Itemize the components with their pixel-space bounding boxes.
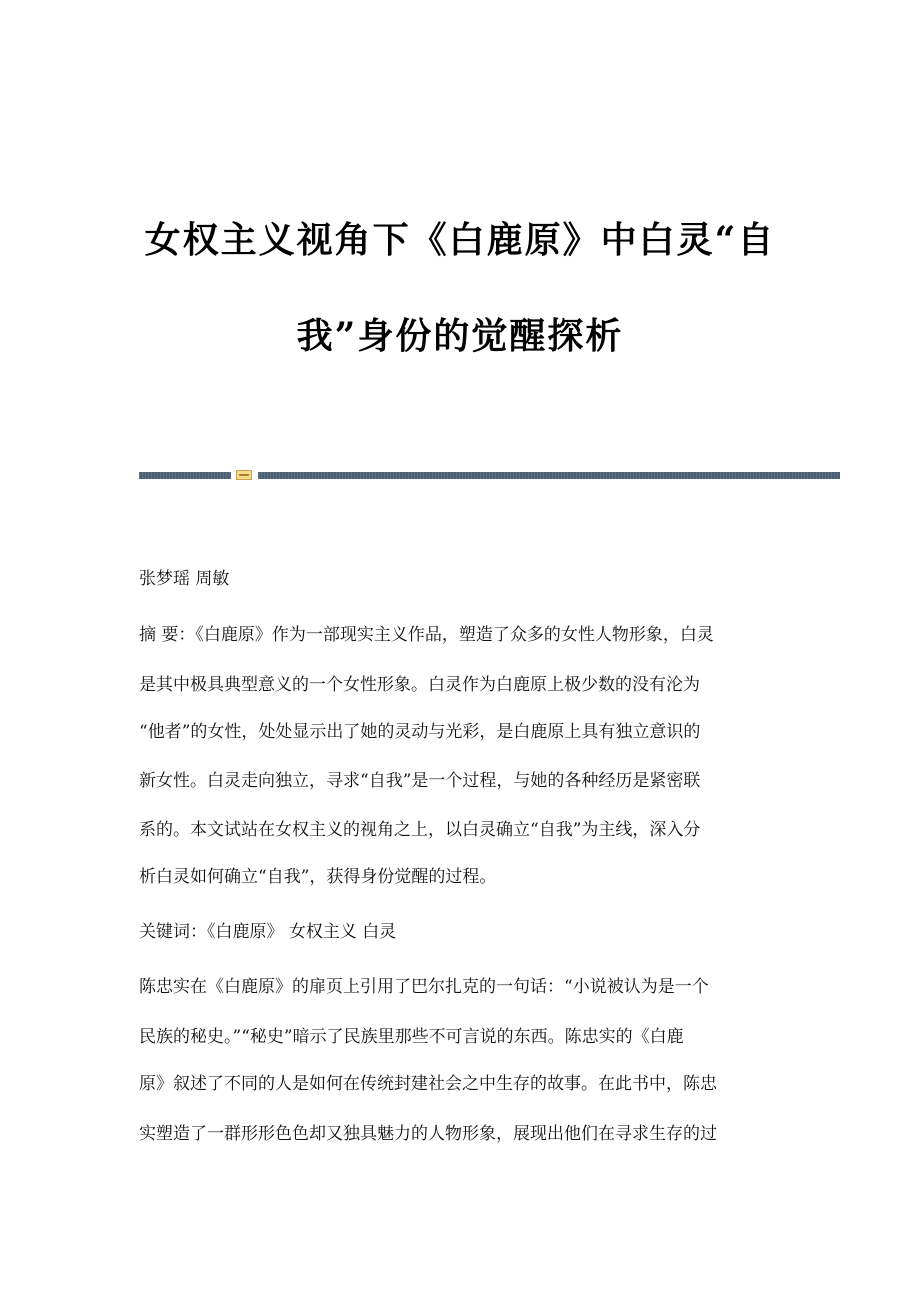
title-divider (139, 470, 840, 480)
abstract-line: 新女性。白灵走向独立，寻求“自我”是一个过程，与她的各种经历是紧密联 (139, 771, 701, 791)
divider-bar-right (258, 472, 840, 479)
body-line: 民族的秘史。”“秘史”暗示了民族里那些不可言说的东西。陈忠实的《白鹿 (139, 1027, 684, 1047)
abstract-line: 析白灵如何确立“自我”，获得身份觉醒的过程。 (139, 867, 497, 887)
authors: 张梦瑶 周敏 (139, 569, 230, 589)
abstract-line: 是其中极具典型意义的一个女性形象。白灵作为白鹿原上极少数的没有沦为 (139, 675, 700, 695)
abstract-line: 系的。本文试站在女权主义的视角之上，以白灵确立“自我”为主线，深入分 (139, 820, 701, 840)
title-line-1: 女权主义视角下《白鹿原》中白灵“自 (144, 219, 776, 261)
body-line: 陈忠实在《白鹿原》的扉页上引用了巴尔扎克的一句话：“小说被认为是一个 (139, 977, 709, 997)
body-line: 实塑造了一群形形色色却又独具魅力的人物形象，展现出他们在寻求生存的过 (139, 1124, 717, 1144)
divider-ornament-icon (236, 470, 252, 480)
abstract-line: “他者”的女性，处处显示出了她的灵动与光彩，是白鹿原上具有独立意识的 (139, 722, 701, 742)
body-line: 原》叙述了不同的人是如何在传统封建社会之中生存的故事。在此书中，陈忠 (139, 1074, 717, 1094)
abstract-line: 摘 要：《白鹿原》作为一部现实主义作品，塑造了众多的女性人物形象，白灵 (139, 625, 714, 645)
keywords: 关键词：《白鹿原》 女权主义 白灵 (139, 922, 397, 942)
title-line-2: 我”身份的觉醒探析 (296, 315, 624, 357)
divider-bar-left (139, 472, 231, 479)
